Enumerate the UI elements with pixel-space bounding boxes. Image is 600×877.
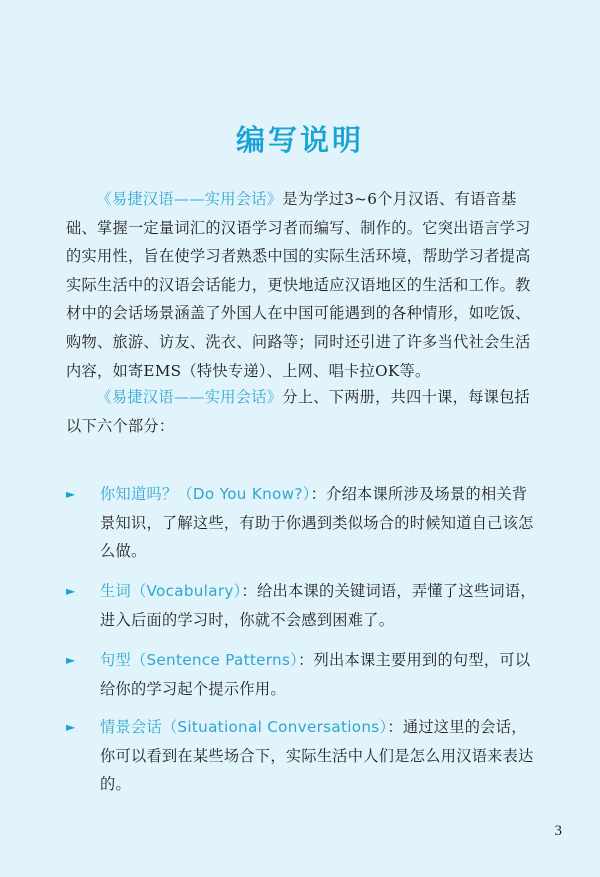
triangle-right-icon: ► xyxy=(66,653,76,667)
section-heading: 句型（Sentence Patterns） xyxy=(100,651,299,669)
page-title: 编写说明 xyxy=(235,123,364,157)
section-item-vocabulary xyxy=(66,577,536,634)
section-description: ：列出本课主要用到的句型，可以给你的学习起个提示作用。 xyxy=(100,651,531,698)
section-heading: 情景会话（Situational Conversations） xyxy=(100,718,388,736)
section-heading: 生词（Vocabulary） xyxy=(100,582,242,600)
intro-text: 是为学过3~6个月汉语、有语音基础、掌握一定量词汇的汉语学习者而编写、制作的。它突出语言学习的实用性，旨在使学习者熟悉中国的实际生活环境，帮助学习者提高实际生活中的汉语会话能力，更快地适应汉语地区的生活和工作。教材中的会话场景涵盖了外国人在中国可能遇到的各种情形，如吃饭、购物、旅游、访友、洗衣、问路等；同时还引进了许多当代社会生活内容，如寄EMS（特快专递）、上网、唱卡拉OK等。 xyxy=(66,190,531,380)
section-item-situational-conversations xyxy=(66,713,536,799)
structure-book-title: 《易捷汉语——实用会话》 xyxy=(96,388,283,406)
section-item-text xyxy=(100,713,536,799)
intro-book-title: 《易捷汉语——实用会话》 xyxy=(96,190,283,208)
structure-text: 分上、下两册，共四十课，每课包括以下六个部分： xyxy=(66,388,531,435)
section-description: ：给出本课的关键词语，弄懂了这些词语，进入后面的学习时，你就不会感到困难了。 xyxy=(100,582,536,629)
section-item-text xyxy=(100,646,536,703)
intro-paragraph xyxy=(66,185,532,385)
section-item-text xyxy=(100,577,536,634)
section-item-do-you-know xyxy=(66,480,536,566)
section-item-text xyxy=(100,480,536,566)
page-number: 3 xyxy=(554,823,562,839)
structure-paragraph xyxy=(66,383,532,440)
section-heading: 你知道吗？（Do You Know?） xyxy=(100,485,311,503)
triangle-right-icon: ► xyxy=(66,487,76,501)
section-description: ：通过这里的会话，你可以看到在某些场合下，实际生活中人们是怎么用汉语来表达的。 xyxy=(100,718,534,794)
triangle-right-icon: ► xyxy=(66,584,76,598)
section-description: ：介绍本课所涉及场景的相关背景知识，了解这些，有助于你遇到类似场合的时候知道自己该怎么做。 xyxy=(100,485,534,561)
section-item-sentence-patterns xyxy=(66,646,536,703)
triangle-right-icon: ► xyxy=(66,720,76,734)
